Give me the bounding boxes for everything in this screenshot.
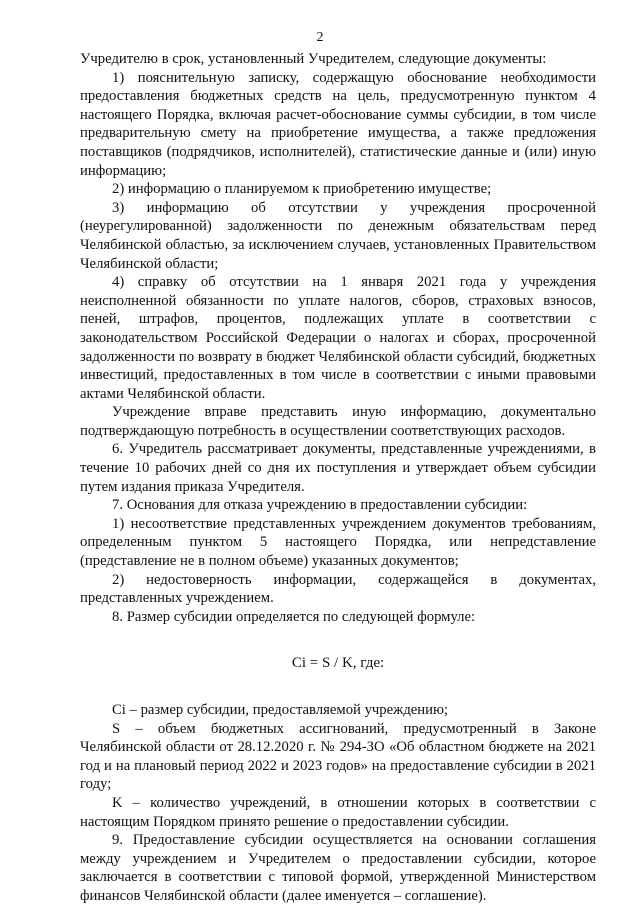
paragraph-refusal-1: 1) несоответствие представленных учреждением документов требованиям, определенным пунктом 5 настоящего Порядка, или непредставление (представление не в полном объеме) указанных документов; [80, 515, 596, 570]
paragraph-intro: Учредителю в срок, установленный Учредителем, следующие документы: [80, 51, 547, 67]
paragraph-additional-info: Учреждение вправе представить иную информацию, документально подтверждающую потребность в осуществлении соответствующих расходов. [80, 404, 596, 439]
paragraph-refusal-2: 2) недостоверность информации, содержащейся в документах, представленных учреждением. [80, 571, 596, 607]
definition-ci: Ci – размер субсидии, предоставляемой учреждению; [112, 702, 449, 718]
paragraph-item-3: 3) информацию об отсутствии у учреждения просроченной (неурегулированной) задолженности по денежным обязательствам перед Челябинской областью, за исключением случаев, установленных Правительством Челябинской области; [80, 199, 596, 272]
paragraph-item-1: 1) пояснительную записку, содержащую обоснование необходимости предоставления бюджетных средств на цель, предусмотренную пунктом 4 настоящего Порядка, включая расчет-обоснование суммы субсидии, в том числе предварительную смету на приобретение имущества, а также предложения поставщиков (подрядчиков, исполнителей), статистические данные и (или) иную информацию; [80, 69, 596, 179]
document-body [80, 50, 596, 906]
paragraph-section-6: 6. Учредитель рассматривает документы, представленные учреждениями, в течение 10 рабочих дней со дня их поступления и утверждает объем субсидии путем издания приказа Учредителя. [80, 441, 596, 495]
subsidy-formula: Ci = S / K, где: [291, 655, 385, 672]
paragraph-item-4: 4) справку об отсутствии на 1 января 2021 года у учреждения неисполненной обязанности по уплате налогов, сборов, страховых взносов, пеней, штрафов, процентов, подлежащих уплате в соответствии с законодательством Российской Федерации о налогах и сборах, просроченной задолженности по возврату в бюджет Челябинской области субсидий, бюджетных инвестиций, предоставленных в том числе в соответствии с иными правовыми актами Челябинской области. [80, 274, 596, 402]
paragraph-section-8: 8. Размер субсидии определяется по следующей формуле: [112, 608, 476, 625]
paragraph-section-7: 7. Основания для отказа учреждению в предоставлении субсидии: [112, 497, 528, 514]
definition-k: K – количество учреждений, в отношении которых в соответствии с настоящим Порядком принято решение о предоставлении субсидии. [80, 794, 596, 830]
paragraph-section-9: 9. Предоставление субсидии осуществляется на основании соглашения между учреждением и Учредителем о предоставлении субсидии, которое заключается в соответствии с типовой формой, утвержденной Министерством финансов Челябинской области (далее именуется – соглашение). [80, 832, 596, 904]
definition-s: S – объем бюджетных ассигнований, предусмотренный в Законе Челябинской области от 28.12.2020 г. № 294-ЗО «Об областном бюджете на 2021 год и на плановый период 2022 и 2023 годов» на предоставление субсидии в 2021 году; [80, 720, 596, 793]
page-number: 2 [316, 30, 324, 45]
paragraph-item-2: 2) информацию о планируемом к приобретению имуществе; [112, 181, 492, 198]
